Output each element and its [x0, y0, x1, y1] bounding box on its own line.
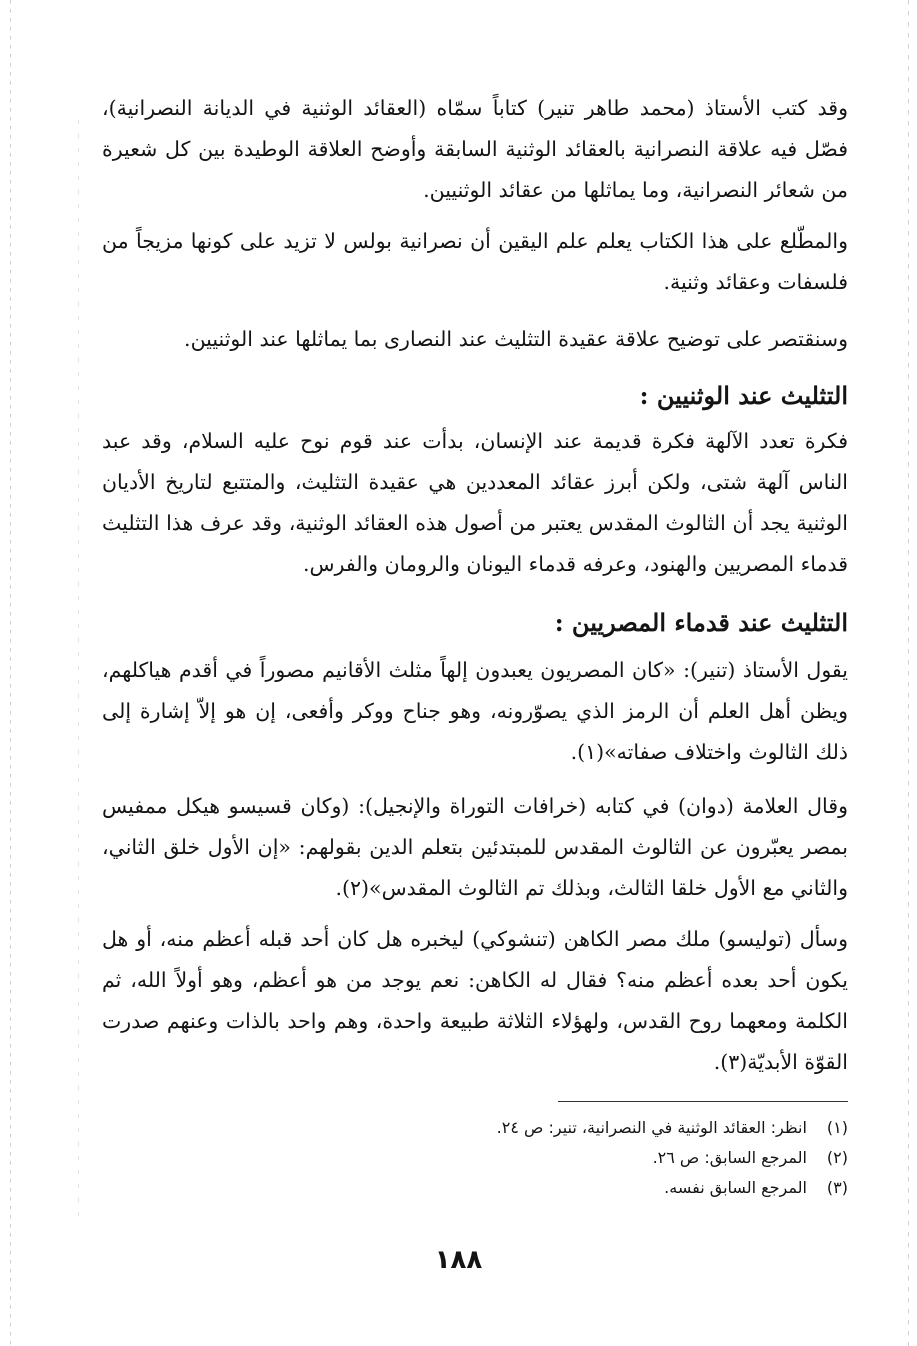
footnotes: [348, 1113, 848, 1203]
paragraph-7: [102, 919, 848, 1083]
scan-edge-left: [10, 0, 11, 1346]
section-heading-pagans: [102, 378, 848, 414]
footnote-item: [348, 1173, 848, 1203]
footnote-text: المرجع السابق: ص ٢٦.: [652, 1148, 807, 1167]
paragraph-text: والمطّلع على هذا الكتاب يعلم علم اليقين أن نصرانية بولس لا تزيد على كونها مزيجاً من فلسفات وعقائد وثنية.: [102, 229, 848, 294]
paragraph-text: وسنقتصر على توضيح علاقة عقيدة التثليث عند النصارى بما يماثلها عند الوثنيين.: [184, 327, 848, 351]
footnote-number: (٢): [826, 1148, 848, 1167]
footnote-text: المرجع السابق نفسه.: [664, 1178, 807, 1197]
footnote-divider: [558, 1101, 848, 1102]
heading-text: التثليث عند الوثنيين :: [639, 381, 848, 410]
paragraph-text: وقد كتب الأستاذ (محمد طاهر تنير) كتاباً سمّاه (العقائد الوثنية في الديانة النصرانية)، فصّل فيه علاقة النصرانية بالعقائد الوثنية السابقة وأوضح العلاقة الوطيدة بين كل شعيرة من شعائر النصرانية، وما يماثلها من عقائد الوثنيين.: [102, 96, 848, 202]
page-number: ١٨٨: [434, 1245, 483, 1275]
paragraph-5: [102, 650, 848, 773]
scan-edge-left-inner: [78, 120, 79, 1220]
paragraph-text: يقول الأستاذ (تنير): «كان المصريون يعبدون إلهاً مثلث الأقانيم مصوراً في أقدم هياكلهم، ويظن أهل العلم أن الرمز الذي يصوّرونه، وهو جناح ووكر وأفعى، إن هو إلاّ إشارة إلى ذلك الثالوث واختلاف صفاته»(١).: [102, 658, 848, 764]
paragraph-6: [102, 786, 848, 909]
section-heading-egyptians: [102, 605, 848, 641]
paragraph-1: [102, 88, 848, 211]
footnote-text: انظر: العقائد الوثنية في النصرانية، تنير: ص ٢٤.: [496, 1118, 807, 1137]
paragraph-4: [102, 421, 848, 585]
paragraph-text: فكرة تعدد الآلهة فكرة قديمة عند الإنسان، بدأت عند قوم نوح عليه السلام، وقد عبد الناس آلهة شتى، ولكن أبرز عقائد المعددين هي عقيدة التثليث، والمتتبع لتاريخ الأديان الوثنية يجد أن الثالوث المقدس يعتبر من أصول هذه العقائد الوثنية، وقد عرف هذا التثليث قدماء المصريين والهنود، وعرفه قدماء اليونان والرومان والفرس.: [102, 429, 848, 576]
heading-text: التثليث عند قدماء المصريين :: [554, 608, 848, 637]
footnote-item: [348, 1143, 848, 1173]
footnote-number: (١): [826, 1118, 848, 1137]
paragraph-2: [102, 221, 848, 303]
footnote-item: [348, 1113, 848, 1143]
scan-edge-right: [908, 0, 909, 1346]
footnote-number: (٣): [826, 1178, 848, 1197]
paragraph-3: [102, 319, 848, 360]
paragraph-text: وقال العلامة (دوان) في كتابه (خرافات التوراة والإنجيل): (وكان قسيسو هيكل ممفيس بمصر يعبّرون عن الثالوث المقدس للمبتدئين بتعلم الدين بقولهم: «إن الأول خلق الثاني، والثاني مع الأول خلقا الثالث، وبذلك تم الثالوث المقدس»(٢).: [102, 794, 848, 900]
paragraph-text: وسأل (توليسو) ملك مصر الكاهن (تنشوكي) ليخبره هل كان أحد قبله أعظم منه، أو هل يكون أحد بعده أعظم منه؟ فقال له الكاهن: نعم يوجد من هو أعظم، وهو أولاً الله، ثم الكلمة ومعهما روح القدس، ولهؤلاء الثلاثة طبيعة واحدة، وهم واحد بالذات وعنهم صدرت القوّة الأبديّة(٣).: [102, 927, 848, 1074]
